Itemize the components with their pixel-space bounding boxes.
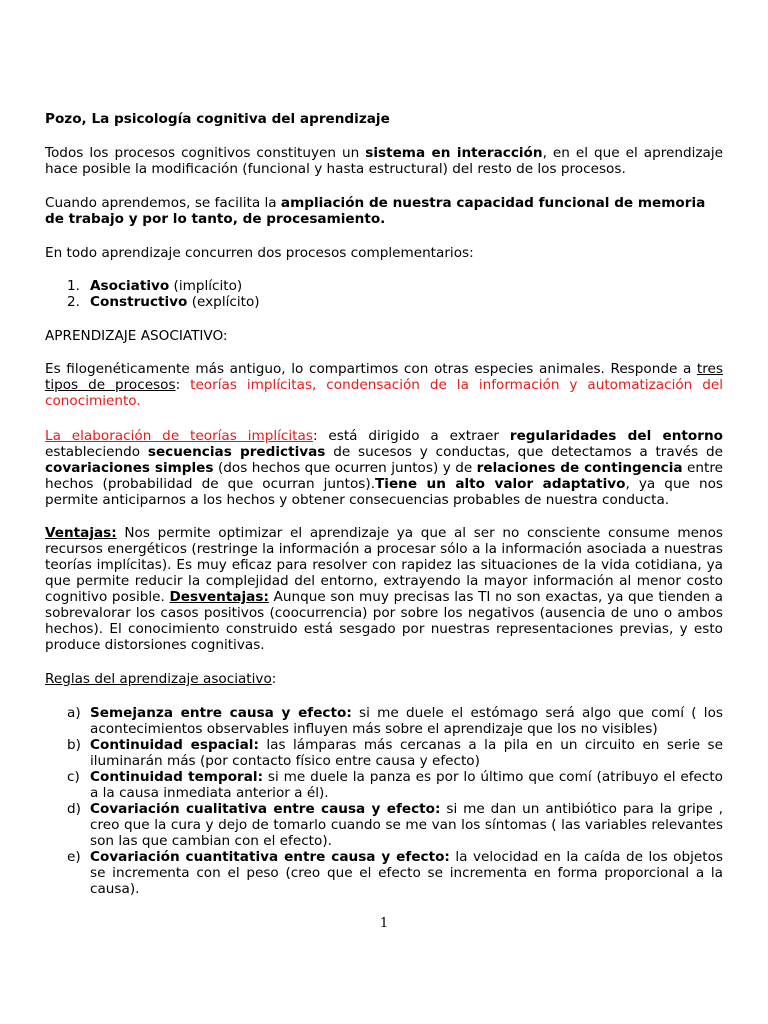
list-item: e) Covariación cuantitativa entre causa y efecto: la velocidad en la caída de los objetos se incrementa con el peso (creo que el efecto se incrementa en forma proporcional a la causa). (67, 849, 723, 897)
paragraph-teorias-implicitas: La elaboración de teorías implícitas: está dirigido a extraer regularidades del entorno estableciendo secuencias predictivas de sucesos y conductas, que detectamos a través de covariaciones simples (dos hechos que ocurren juntos) y de relaciones de contingencia entre hechos (probabilidad de que ocurran juntos).Tiene un alto valor adaptativo, ya que nos permite anticiparnos a los hechos y obtener consecuencias probables de nuestra conducta. (45, 428, 723, 508)
page-number: 1 (379, 916, 389, 931)
paragraph-ampliacion: Cuando aprendemos, se facilita la ampliación de nuestra capacidad funcional de memoria de trabajo y por lo tanto, de procesamiento. (45, 195, 706, 227)
list-item: 1. Asociativo (implícito) (67, 278, 243, 294)
list-item: b) Continuidad espacial: las lámparas más cercanas a la pila en un circuito en serie se iluminarán más (por contacto físico entre causa y efecto) (67, 737, 723, 769)
heading-reglas: Reglas del aprendizaje asociativo: (45, 671, 277, 687)
paragraph-procesos: En todo aprendizaje concurren dos procesos complementarios: (45, 245, 474, 261)
list-item: c) Continuidad temporal: si me duele la panza es por lo último que comí (atribuyo el efecto a la causa inmediata anterior a él). (67, 769, 723, 801)
paragraph-sistema: Todos los procesos cognitivos constituyen un sistema en interacción, en el que el aprendizaje hace posible la modificación (funcional y hasta estructural) del resto de los procesos. (45, 145, 724, 177)
list-item: 2. Constructivo (explícito) (67, 294, 260, 310)
rules-list (45, 705, 723, 897)
paragraph-ventajas: Ventajas: Nos permite optimizar el aprendizaje ya que al ser no consciente consume menos recursos energéticos (restringe la información a procesar sólo a la información asociada a nuestras teorías implícitas). Es muy eficaz para resolver con rapidez las situaciones de la vida cotidiana, ya que permite reducir la complejidad del entorno, extrayendo la mayor información al menor costo cognitivo posible. Desventajas: Aunque son muy precisas las TI no son exactas, ya que tienden a sobrevalorar los casos positivos (coocurrencia) por sobre los negativos (ausencia de uno o ambos hechos). El conocimiento construido está sesgado por nuestras representaciones previas, y esto produce distorsiones cognitivas. (45, 525, 723, 653)
paragraph-filogenetico: Es filogenéticamente más antiguo, lo compartimos con otras especies animales. Responde a tres tipos de procesos: teorías implícitas, condensación de la información y automatización del conocimiento. (45, 361, 724, 409)
list-item: a) Semejanza entre causa y efecto: si me duele el estómago será algo que comí ( los acontecimientos observables influyen más sobre el aprendizaje que los no visibles) (67, 705, 723, 737)
heading-asociativo: APRENDIZAJE ASOCIATIVO: (45, 328, 228, 344)
document-title: Pozo, La psicología cognitiva del aprendizaje (45, 111, 390, 127)
process-list (45, 278, 723, 310)
list-item: d) Covariación cualitativa entre causa y efecto: si me dan un antibiótico para la gripe , creo que la cura y dejo de tomarlo cuando se me van los síntomas ( las variables relevantes son las que cambian con el efecto). (67, 801, 723, 849)
